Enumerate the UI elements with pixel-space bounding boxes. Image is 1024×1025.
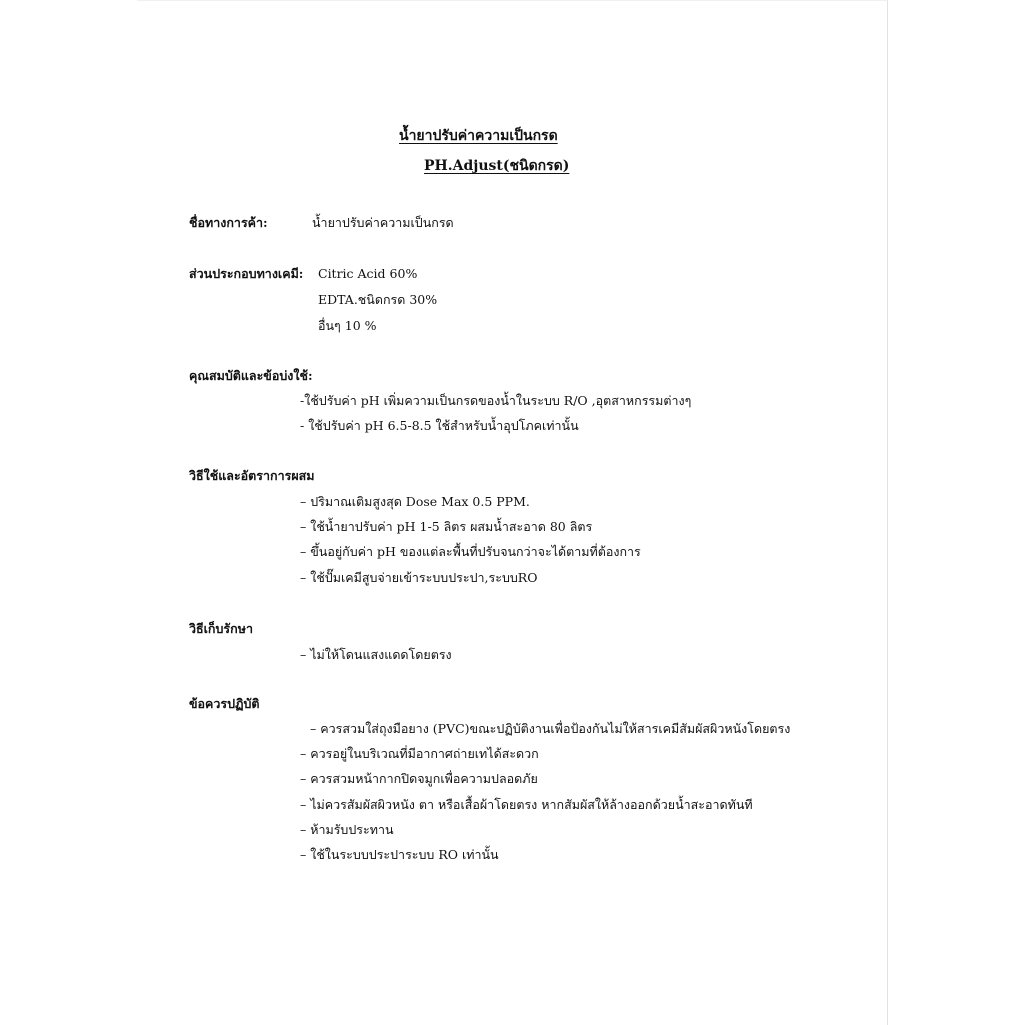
precautions-item: – ไม่ควรสัมผัสผิวหนัง ตา หรือเสื้อผ้าโดยตรง หากสัมผัสให้ล้างออกด้วยน้ำสะอาดทันที — [300, 797, 753, 812]
usage-label: วิธีใช้และอัตราการผสม — [189, 468, 315, 483]
page-subtitle: PH.Adjust(ชนิดกรด) — [424, 158, 570, 174]
composition-item: อื่นๆ 10 % — [318, 318, 377, 333]
properties-item: -ใช้ปรับค่า pH เพิ่มความเป็นกรดของน้ำในระบบ R/O ,อุตสาหกรรมต่างๆ — [300, 393, 692, 408]
usage-item: – ปริมาณเติมสูงสุด Dose Max 0.5 PPM. — [300, 494, 530, 509]
precautions-label: ข้อควรปฏิบัติ — [189, 696, 260, 711]
precautions-item: – ควรอยู่ในบริเวณที่มีอากาศถ่ายเทได้สะดวก — [300, 746, 539, 761]
precautions-item: – ใช้ในระบบประปาระบบ RO เท่านั้น — [300, 847, 499, 862]
document-page — [137, 0, 888, 1025]
storage-item: – ไม่ให้โดนแสงแดดโดยตรง — [300, 647, 452, 662]
storage-label: วิธีเก็บรักษา — [189, 621, 253, 636]
usage-item: – ใช้น้ำยาปรับค่า pH 1-5 ลิตร ผสมน้ำสะอาด 80 ลิตร — [300, 519, 593, 534]
precautions-item: – ควรสวมใส่ถุงมือยาง (PVC)ขณะปฏิบัติงานเพื่อป้องกันไม่ให้สารเคมีสัมผัสผิวหนังโดยตรง — [310, 721, 791, 736]
composition-label: ส่วนประกอบทางเคมี: — [189, 266, 304, 281]
trade-name-value: น้ำยาปรับค่าความเป็นกรด — [312, 215, 454, 230]
properties-label: คุณสมบัติและข้อบ่งใช้: — [189, 368, 313, 383]
trade-name-label: ชื่อทางการค้า: — [189, 215, 268, 230]
composition-item: EDTA.ชนิดกรด 30% — [318, 292, 438, 307]
precautions-item: – ควรสวมหน้ากากปิดจมูกเพื่อความปลอดภัย — [300, 771, 538, 786]
usage-item: – ใช้ปั๊มเคมีสูบจ่ายเข้าระบบประปา,ระบบRO — [300, 570, 538, 585]
properties-item: - ใช้ปรับค่า pH 6.5-8.5 ใช้สำหรับน้ำอุปโภคเท่านั้น — [300, 418, 579, 433]
page-title: น้ำยาปรับค่าความเป็นกรด — [399, 128, 558, 144]
precautions-item: – ห้ามรับประทาน — [300, 822, 394, 837]
usage-item: – ขึ้นอยู่กับค่า pH ของแต่ละพื้นที่ปรับจนกว่าจะได้ตามที่ต้องการ — [300, 544, 641, 559]
composition-item: Citric Acid 60% — [318, 266, 418, 281]
